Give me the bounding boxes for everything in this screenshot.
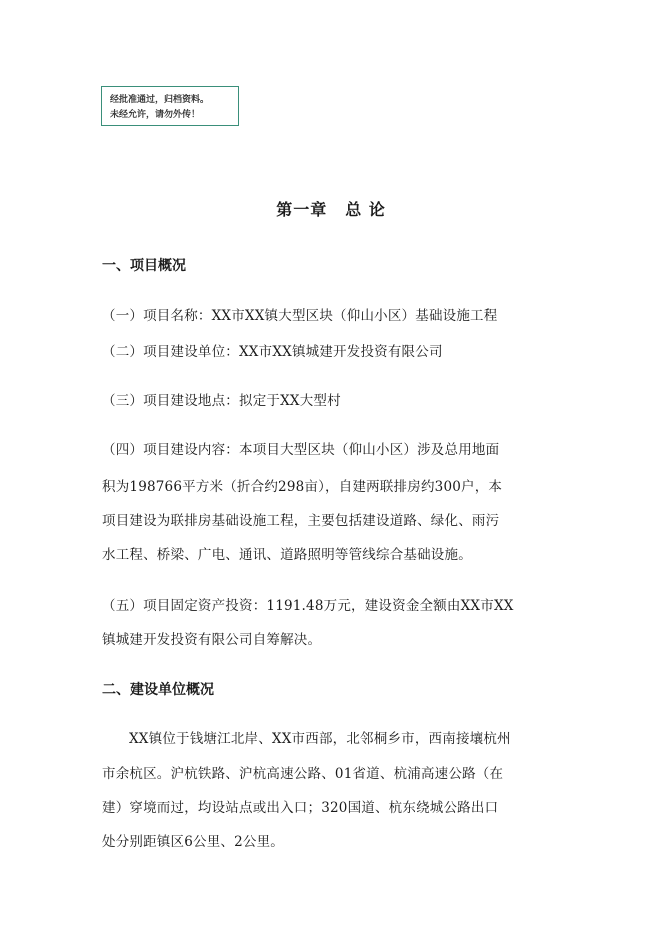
item-project-unit: （二）项目建设单位：XX市XX镇城建开发投资有限公司 — [102, 344, 443, 360]
section-2-heading: 二、建设单位概况 — [102, 682, 214, 698]
item-project-content-line-1: （四）项目建设内容：本项目大型区块（仰山小区）涉及总用地面 — [102, 442, 500, 458]
unit-overview-line-1: XX镇位于钱塘江北岸、XX市西部，北邻桐乡市，西南接壤杭州 — [129, 731, 511, 747]
item-project-name: （一）项目名称：XX市XX镇大型区块（仰山小区）基础设施工程 — [102, 308, 498, 324]
item-project-content-line-3: 项目建设为联排房基础设施工程，主要包括建设道路、绿化、雨污 — [102, 513, 500, 529]
item-investment-line-1: （五）项目固定资产投资：1191.48万元，建设资金全额由XX市XX — [102, 598, 514, 614]
notice-line-2: 未经允许，请勿外传！ — [110, 110, 201, 120]
item-investment-line-2: 镇城建开发投资有限公司自筹解决。 — [102, 632, 322, 648]
unit-overview-line-3: 建）穿境而过，均设站点或出入口；320国道、杭东绕城公路出口 — [102, 800, 499, 816]
section-1-heading: 一、项目概况 — [102, 258, 186, 274]
item-project-content-line-2: 积为198766平方米（折合约298亩），自建两联排房约300户，本 — [102, 479, 503, 495]
chapter-name: 总 论 — [345, 200, 386, 219]
unit-overview-line-2: 市余杭区。沪杭铁路、沪杭高速公路、01省道、杭浦高速公路（在 — [102, 766, 504, 782]
approval-notice-box — [101, 86, 239, 126]
notice-line-1: 经批准通过，归档资料。 — [110, 95, 210, 105]
item-project-location: （三）项目建设地点：拟定于XX大型村 — [102, 393, 341, 409]
chapter-number: 第一章 — [276, 200, 328, 219]
chapter-title — [0, 197, 662, 220]
item-project-content-line-4: 水工程、桥梁、广电、通讯、道路照明等管线综合基础设施。 — [102, 547, 472, 563]
unit-overview-line-4: 处分别距镇区6公里、2公里。 — [102, 834, 284, 850]
